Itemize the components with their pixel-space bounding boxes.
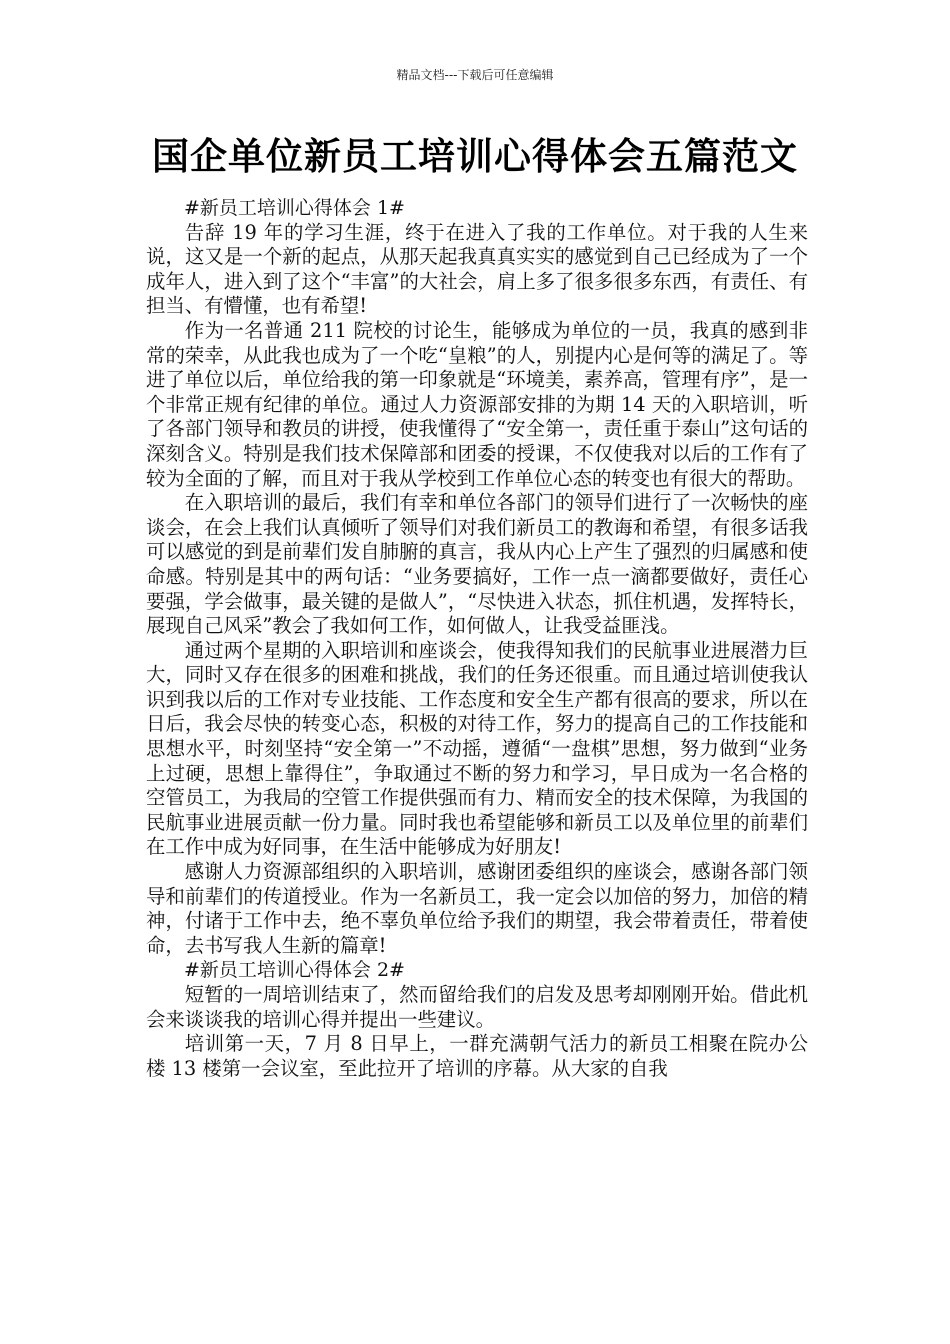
paragraph: 在入职培训的最后，我们有幸和单位各部门的领导们进行了一次畅快的座谈会，在会上我们认真倾听了领导们对我们新员工的教诲和希望，有很多话我可以感觉的到是前辈们发自肺腑的真言，我从内心上产生了强烈的归属感和使命感。特别是其中的两句话：“业务要搞好，工作一点一滴都要做好，责任心要强，学会做事，最关键的是做人”，“尽快进入状态，抓住机遇，发挥特长，展现自己风采”教会了我如何工作，如何做人，让我受益匪浅。 [146,491,808,638]
section-heading: #新员工培训心得体会 2# [184,959,405,982]
document-title: 国企单位新员工培训心得体会五篇范文 [152,135,798,178]
paragraph: 感谢人力资源部组织的入职培训，感谢团委组织的座谈会，感谢各部门领导和前辈们的传道授业。作为一名新员工，我一定会以加倍的努力，加倍的精神，付诸于工作中去，绝不辜负单位给予我们的期望，我会带着责任，带着使命，去书写我人生新的篇章! [146,860,808,957]
section-heading: #新员工培训心得体会 1# [184,197,405,219]
document-body [146,196,808,1081]
paragraph: 通过两个星期的入职培训和座谈会，使我得知我们的民航事业进展潜力巨大，同时又存在很多的困难和挑战，我们的任务还很重。而且通过培训使我认识到我以后的工作对专业技能、工作态度和安全生产都有很高的要求，所以在日后，我会尽快的转变心态，积极的对待工作，努力的提高自己的工作技能和思想水平，时刻坚持“安全第一”不动摇，遵循“一盘棋”思想，努力做到“业务上过硬，思想上靠得住”，争取通过不断的努力和学习，早日成为一名合格的空管员工，为我局的空管工作提供强而有力、精而安全的技术保障，为我国的民航事业进展贡献一份力量。同时我也希望能够和新员工以及单位里的前辈们在工作中成为好同事，在生活中能够成为好朋友! [146,638,808,859]
paragraph: 短暂的一周培训结束了，然而留给我们的启发及思考却刚刚开始。借此机会来谈谈我的培训心得并提出一些建议。 [146,983,808,1031]
paragraph: 作为一名普通 211 院校的讨论生，能够成为单位的一员，我真的感到非常的荣幸，从此我也成为了一个吃“皇粮”的人，别提内心是何等的满足了。等进了单位以后，单位给我的第一印象就是“环境美，素养高，管理有序”，是一个非常正规有纪律的单位。通过人力资源部安排的为期 14 天的入职培训，听了各部门领导和教员的讲授，使我懂得了“安全第一，责任重于泰山”这句话的深刻含义。特别是我们技术保障部和团委的授课，不仅使我对以后的工作有了较为全面的了解，而且对于我从学校到工作单位心态的转变也有很大的帮助。 [146,318,808,490]
paragraph: 告辞 19 年的学习生涯，终于在进入了我的工作单位。对于我的人生来说，这又是一个新的起点，从那天起我真真实实的感觉到自己已经成为了一个成年人，进入到了这个“丰富”的大社会，肩上多了很多很多东西，有责任、有担当、有懵懂，也有希望! [146,220,808,318]
header-note: 精品文档---下载后可任意编辑 [396,68,554,82]
section-2 [146,958,808,1081]
section-1 [146,196,808,958]
paragraph: 培训第一天，7 月 8 日早上，一群充满朝气活力的新员工相聚在院办公楼 13 楼第一会议室，至此拉开了培训的序幕。从大家的自我 [146,1032,808,1080]
